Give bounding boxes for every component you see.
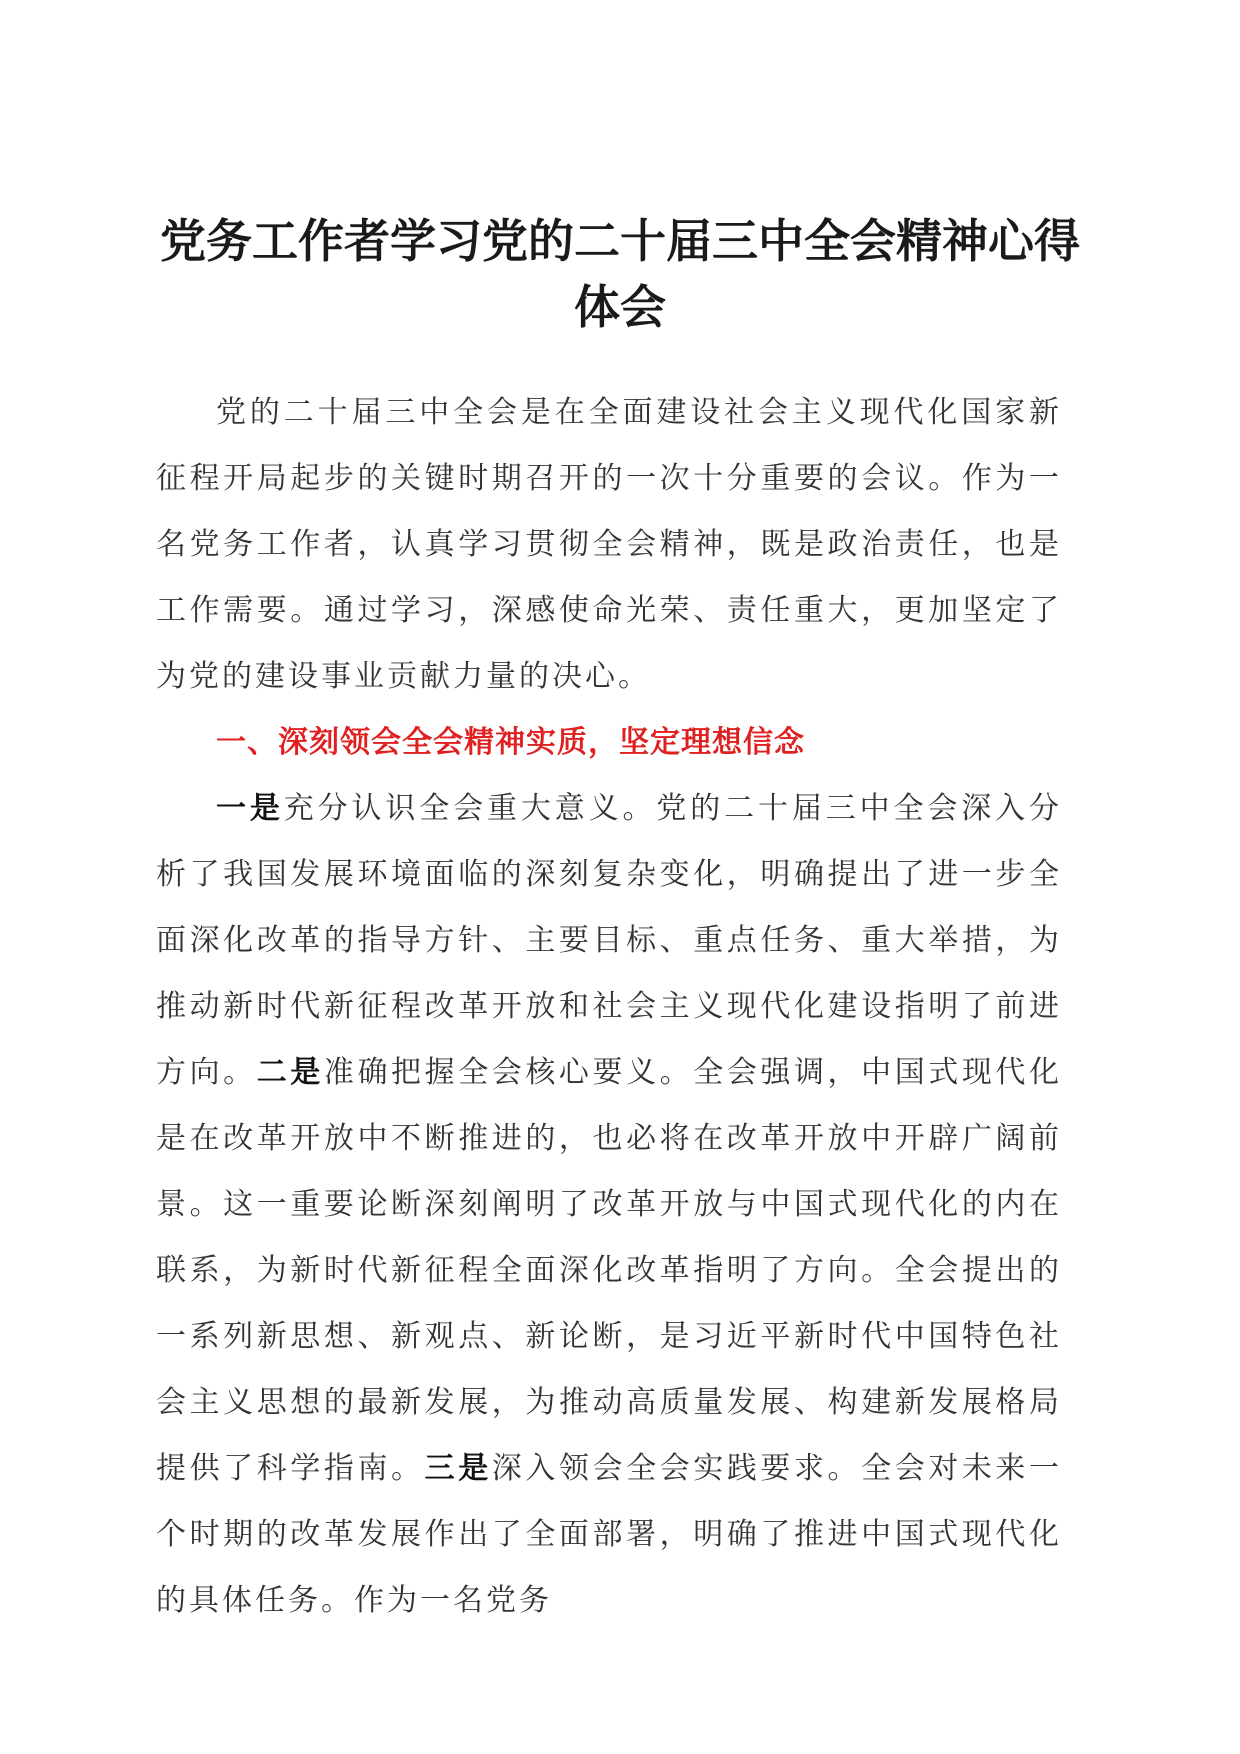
- title-line-1: 党务工作者学习党的二十届三中全会精神心得: [160, 214, 1080, 268]
- document-body: [156, 380, 1062, 1634]
- point-3-label: 三是: [424, 1451, 492, 1486]
- section-heading-1: 一、深刻领会全会精神实质，坚定理想信念: [216, 725, 805, 760]
- point-1-label: 一是: [216, 791, 284, 826]
- document-title: [150, 208, 1090, 340]
- title-line-2: 体会: [574, 280, 666, 334]
- point-1-text: 充分认识全会重大意义。党的二十届三中全会深入分析了我国发展环境面临的深刻复杂变化，明确提出了进一步全面深化改革的指导方针、主要目标、重点任务、重大举措，为推动新时代新征程改革开放和社会主义现代化建设指明了前进方向。: [156, 791, 1062, 1090]
- point-3-text: 深入领会全会实践要求。全会对未来一个时期的改革发展作出了全面部署，明确了推进中国式现代化的具体任务。作为一名党务: [156, 1451, 1063, 1618]
- point-2-label: 二是: [256, 1055, 324, 1090]
- intro-paragraph: 党的二十届三中全会是在全面建设社会主义现代化国家新征程开局起步的关键时期召开的一次十分重要的会议。作为一名党务工作者，认真学习贯彻全会精神，既是政治责任，也是工作需要。通过学习，深感使命光荣、责任重大，更加坚定了为党的建设事业贡献力量的决心。: [156, 395, 1062, 694]
- point-2-text: 准确把握全会核心要义。全会强调，中国式现代化是在改革开放中不断推进的，也必将在改革开放中开辟广阔前景。这一重要论断深刻阐明了改革开放与中国式现代化的内在联系，为新时代新征程全面深化改革指明了方向。全会提出的一系列新思想、新观点、新论断，是习近平新时代中国特色社会主义思想的最新发展，为推动高质量发展、构建新发展格局提供了科学指南。: [156, 1055, 1063, 1486]
- section-1-paragraph: [156, 776, 1062, 1634]
